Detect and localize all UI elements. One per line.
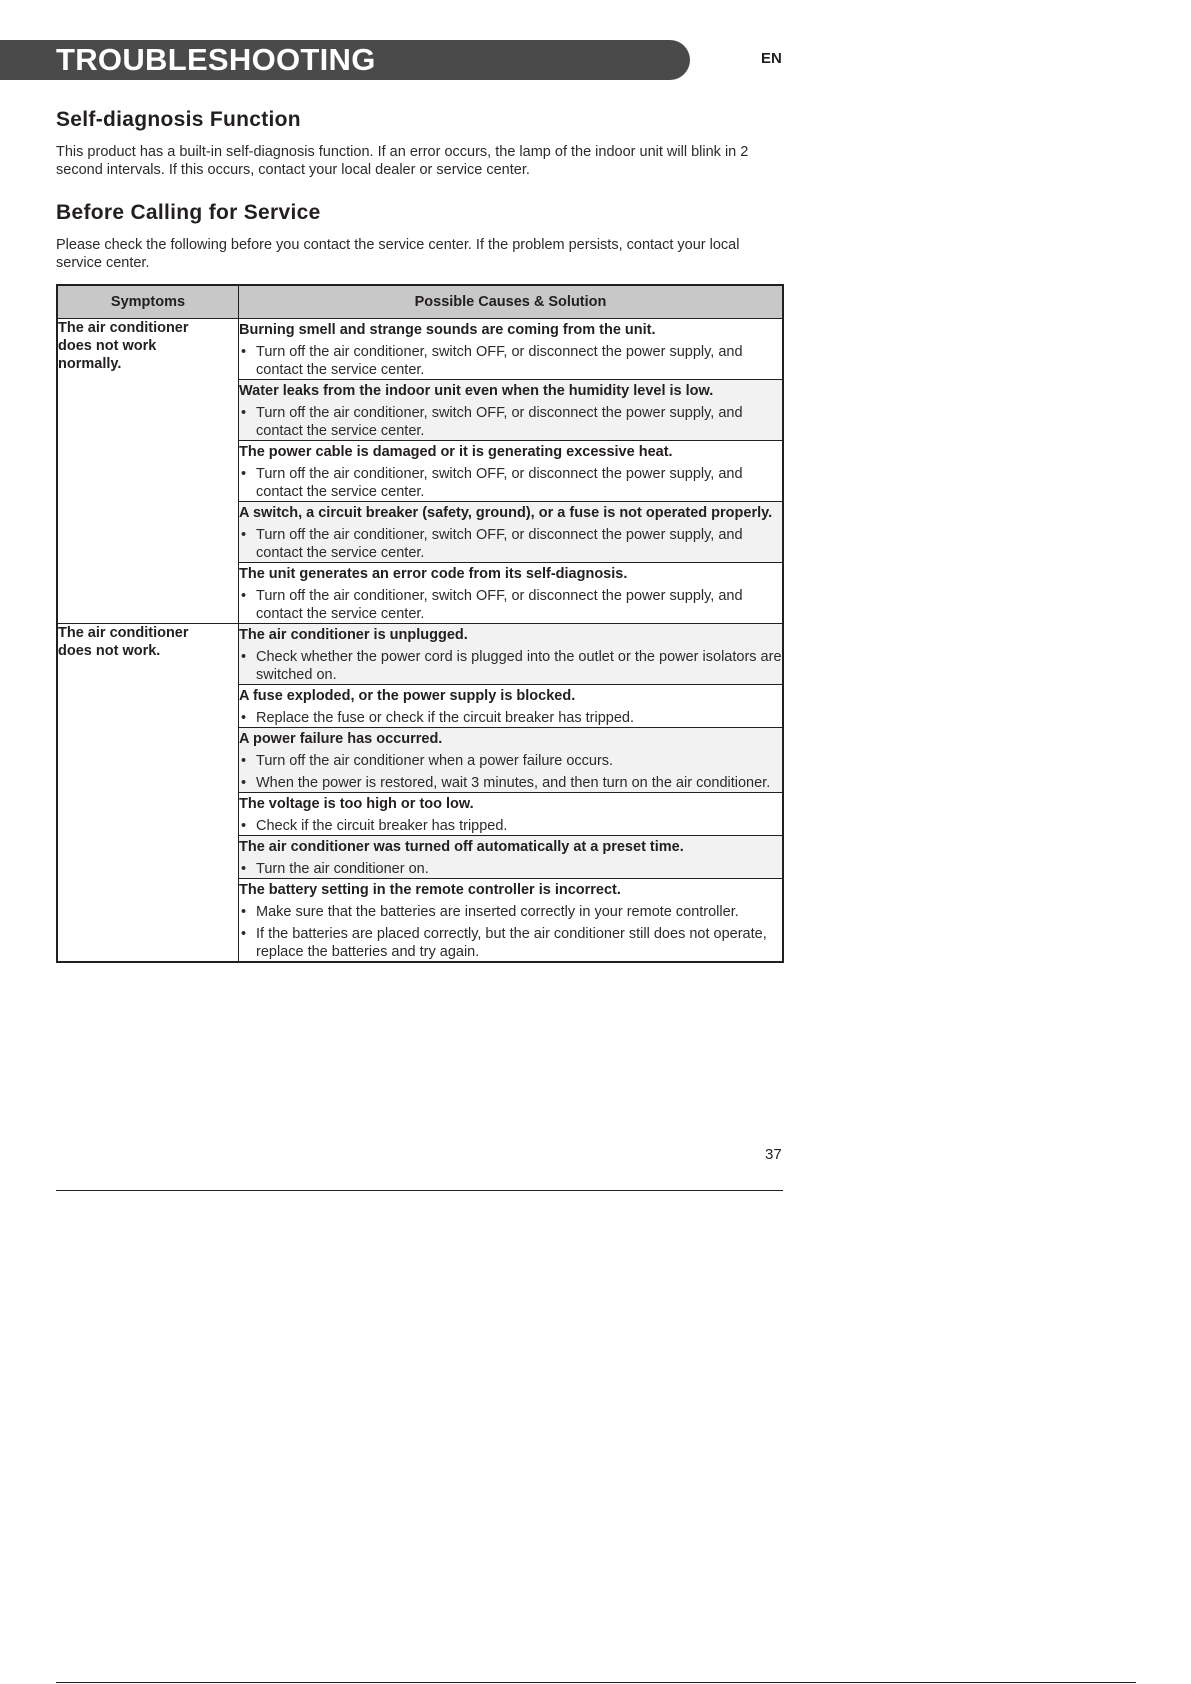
solution-text: Check if the circuit breaker has tripped. bbox=[256, 818, 508, 834]
bullet-icon: • bbox=[241, 405, 247, 421]
bullet-icon: • bbox=[241, 904, 247, 920]
solution-item bbox=[239, 903, 782, 921]
solution-text: When the power is restored, wait 3 minutes, and then turn on the air conditioner. bbox=[256, 775, 771, 791]
cause-cell bbox=[239, 836, 784, 879]
self-diagnosis-heading: Self-diagnosis Function bbox=[56, 108, 301, 131]
bullet-icon: • bbox=[241, 710, 247, 726]
bottom-rule bbox=[56, 1682, 1136, 1683]
cause-cell bbox=[239, 685, 784, 728]
solution-item bbox=[239, 774, 782, 792]
before-service-heading: Before Calling for Service bbox=[56, 201, 321, 224]
symptom-cell bbox=[57, 624, 239, 963]
cause-cell bbox=[239, 728, 784, 793]
cause-title: A switch, a circuit breaker (safety, ground), or a fuse is not operated properly. bbox=[239, 505, 773, 521]
cause-title: The voltage is too high or too low. bbox=[239, 796, 474, 812]
bullet-icon: • bbox=[241, 649, 247, 665]
cause-title: A fuse exploded, or the power supply is blocked. bbox=[239, 688, 576, 704]
cause-title: The battery setting in the remote controller is incorrect. bbox=[239, 882, 621, 898]
bullet-icon: • bbox=[241, 818, 247, 834]
cause-title: Burning smell and strange sounds are coming from the unit. bbox=[239, 322, 656, 338]
bullet-icon: • bbox=[241, 775, 247, 791]
cause-cell bbox=[239, 563, 784, 624]
section-title: TROUBLESHOOTING bbox=[56, 42, 376, 77]
page-number: 37 bbox=[765, 1146, 782, 1163]
solution-text: Turn off the air conditioner, switch OFF, or disconnect the power supply, and contact the service center. bbox=[256, 527, 743, 561]
bullet-icon: • bbox=[241, 527, 247, 543]
cause-title: Water leaks from the indoor unit even when the humidity level is low. bbox=[239, 383, 714, 399]
cause-cell bbox=[239, 879, 784, 963]
cause-cell bbox=[239, 793, 784, 836]
table-row bbox=[57, 319, 783, 380]
solution-text: Turn off the air conditioner, switch OFF, or disconnect the power supply, and contact the service center. bbox=[256, 405, 743, 439]
bullet-icon: • bbox=[241, 344, 247, 360]
solution-item bbox=[239, 860, 782, 878]
cause-title: The air conditioner was turned off automatically at a preset time. bbox=[239, 839, 684, 855]
bullet-icon: • bbox=[241, 466, 247, 482]
solution-item bbox=[239, 648, 782, 684]
cause-cell bbox=[239, 502, 784, 563]
self-diagnosis-text: This product has a built-in self-diagnosis function. If an error occurs, the lamp of the indoor unit will blink in 2 second intervals. If this occurs, contact your local dealer or service center. bbox=[56, 144, 749, 178]
solution-text: If the batteries are placed correctly, but the air conditioner still does not operate, replace the batteries and try again. bbox=[256, 926, 767, 960]
bullet-icon: • bbox=[241, 588, 247, 604]
table-body bbox=[57, 319, 783, 963]
cause-title: The power cable is damaged or it is generating excessive heat. bbox=[239, 444, 673, 460]
bullet-icon: • bbox=[241, 926, 247, 942]
cause-title: The air conditioner is unplugged. bbox=[239, 627, 468, 643]
bullet-icon: • bbox=[241, 861, 247, 877]
solution-item bbox=[239, 343, 782, 379]
footer-rule bbox=[56, 1190, 783, 1191]
solution-item bbox=[239, 817, 782, 835]
symptom-text: The air conditioner does not work. bbox=[58, 625, 189, 659]
cause-cell bbox=[239, 319, 784, 380]
solution-item bbox=[239, 587, 782, 623]
before-service-text: Please check the following before you contact the service center. If the problem persists, contact your local service center. bbox=[56, 237, 740, 271]
symptom-text: The air conditioner does not work normally. bbox=[58, 320, 189, 372]
cause-title: A power failure has occurred. bbox=[239, 731, 443, 747]
bullet-icon: • bbox=[241, 753, 247, 769]
troubleshooting-table bbox=[56, 284, 784, 963]
solution-text: Check whether the power cord is plugged into the outlet or the power isolators are switched on. bbox=[256, 649, 782, 683]
solution-text: Make sure that the batteries are inserted correctly in your remote controller. bbox=[256, 904, 739, 920]
solution-item bbox=[239, 526, 782, 562]
causes-header: Possible Causes & Solution bbox=[239, 285, 784, 319]
language-label: EN bbox=[761, 50, 782, 67]
solution-text: Turn off the air conditioner, switch OFF, or disconnect the power supply, and contact the service center. bbox=[256, 588, 743, 622]
solution-item bbox=[239, 465, 782, 501]
solution-text: Turn the air conditioner on. bbox=[256, 861, 429, 877]
table-row bbox=[57, 624, 783, 685]
solution-item bbox=[239, 709, 782, 727]
cause-cell bbox=[239, 624, 784, 685]
table-header-row bbox=[57, 285, 783, 319]
cause-cell bbox=[239, 441, 784, 502]
solution-text: Replace the fuse or check if the circuit breaker has tripped. bbox=[256, 710, 634, 726]
solution-item bbox=[239, 752, 782, 770]
symptoms-header: Symptoms bbox=[57, 285, 239, 319]
solution-item bbox=[239, 404, 782, 440]
solution-text: Turn off the air conditioner when a power failure occurs. bbox=[256, 753, 614, 769]
symptom-cell bbox=[57, 319, 239, 624]
solution-text: Turn off the air conditioner, switch OFF, or disconnect the power supply, and contact the service center. bbox=[256, 344, 743, 378]
solution-text: Turn off the air conditioner, switch OFF, or disconnect the power supply, and contact the service center. bbox=[256, 466, 743, 500]
solution-item bbox=[239, 925, 782, 961]
cause-title: The unit generates an error code from its self-diagnosis. bbox=[239, 566, 628, 582]
cause-cell bbox=[239, 380, 784, 441]
